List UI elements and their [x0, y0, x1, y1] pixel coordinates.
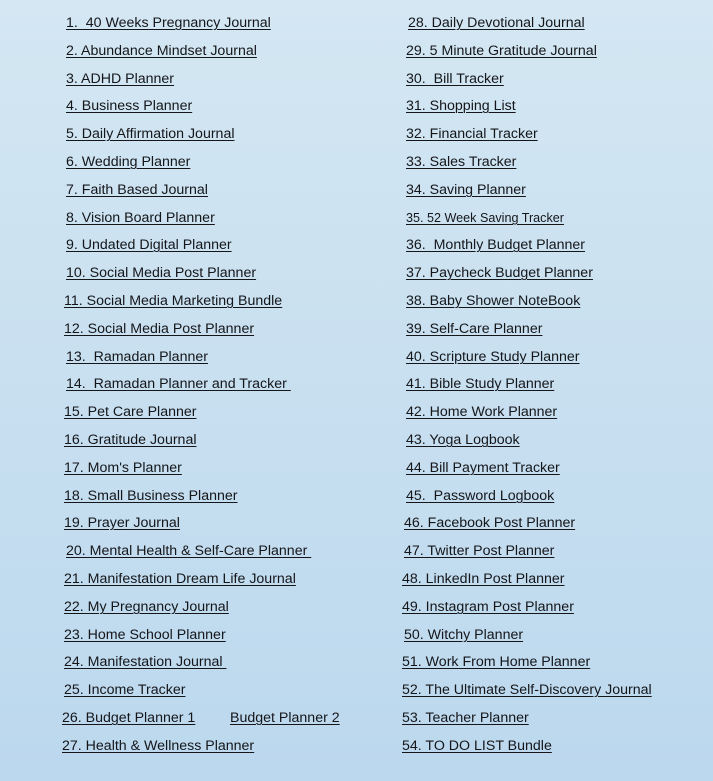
planner-link-11[interactable]: 11. Social Media Marketing Bundle	[64, 293, 283, 309]
planner-link-5[interactable]: 5. Daily Affirmation Journal	[66, 126, 235, 142]
planner-link-21[interactable]: 48. LinkedIn Post Planner	[402, 571, 565, 587]
planner-link-21[interactable]: 21. Manifestation Dream Life Journal	[64, 571, 296, 587]
planner-link-2[interactable]: 2. Abundance Mindset Journal	[66, 43, 257, 59]
planner-link-25[interactable]: 25. Income Tracker	[64, 682, 186, 698]
planner-link-24[interactable]: 51. Work From Home Planner	[402, 654, 591, 670]
planner-link-22[interactable]: 22. My Pregnancy Journal	[64, 599, 229, 615]
planner-link-budget-planner-2[interactable]: Budget Planner 2	[230, 710, 340, 726]
planner-link-12[interactable]: 12. Social Media Post Planner	[64, 321, 255, 337]
planner-link-14[interactable]: 41. Bible Study Planner	[406, 376, 555, 392]
planner-link-18[interactable]: 45. Password Logbook	[406, 488, 555, 504]
planner-link-17[interactable]: 17. Mom's Planner	[64, 460, 182, 476]
planner-link-14[interactable]: 14. Ramadan Planner and Tracker	[66, 376, 291, 392]
planner-link-3[interactable]: 30. Bill Tracker	[406, 71, 504, 87]
planner-link-10[interactable]: 37. Paycheck Budget Planner	[406, 265, 593, 281]
planner-link-8[interactable]: 8. Vision Board Planner	[66, 210, 215, 226]
planner-link-11[interactable]: 38. Baby Shower NoteBook	[406, 293, 581, 309]
planner-link-7[interactable]: 34. Saving Planner	[406, 182, 526, 198]
planner-link-26[interactable]: 26. Budget Planner 1	[62, 710, 196, 726]
planner-link-27[interactable]: 27. Health & Wellness Planner	[62, 738, 255, 754]
planner-link-19[interactable]: 46. Facebook Post Planner	[404, 515, 576, 531]
planner-link-5[interactable]: 32. Financial Tracker	[406, 126, 538, 142]
planner-link-4[interactable]: 31. Shopping List	[406, 98, 516, 114]
planner-link-9[interactable]: 36. Monthly Budget Planner	[406, 237, 586, 253]
planner-link-26[interactable]: 53. Teacher Planner	[402, 710, 529, 726]
planner-link-13[interactable]: 40. Scripture Study Planner	[406, 349, 580, 365]
planner-link-16[interactable]: 43. Yoga Logbook	[406, 432, 520, 448]
planner-link-8[interactable]: 35. 52 Week Saving Tracker	[406, 211, 564, 225]
planner-link-7[interactable]: 7. Faith Based Journal	[66, 182, 208, 198]
planner-link-1[interactable]: 1. 40 Weeks Pregnancy Journal	[66, 15, 271, 31]
planner-link-16[interactable]: 16. Gratitude Journal	[64, 432, 197, 448]
planner-link-23[interactable]: 50. Witchy Planner	[404, 627, 524, 643]
planner-link-1[interactable]: 28. Daily Devotional Journal	[408, 15, 585, 31]
planner-link-24[interactable]: 24. Manifestation Journal	[64, 654, 227, 670]
planner-link-2[interactable]: 29. 5 Minute Gratitude Journal	[406, 43, 597, 59]
planner-link-20[interactable]: 20. Mental Health & Self-Care Planner	[66, 543, 312, 559]
planner-link-6[interactable]: 6. Wedding Planner	[66, 154, 191, 170]
planner-link-18[interactable]: 18. Small Business Planner	[64, 488, 238, 504]
planner-link-6[interactable]: 33. Sales Tracker	[406, 154, 517, 170]
planner-link-10[interactable]: 10. Social Media Post Planner	[66, 265, 257, 281]
planner-link-15[interactable]: 15. Pet Care Planner	[64, 404, 197, 420]
planner-link-22[interactable]: 49. Instagram Post Planner	[402, 599, 574, 615]
planner-link-25[interactable]: 52. The Ultimate Self-Discovery Journal	[402, 682, 652, 698]
planner-link-19[interactable]: 19. Prayer Journal	[64, 515, 180, 531]
planner-link-3[interactable]: 3. ADHD Planner	[66, 71, 175, 87]
planner-link-9[interactable]: 9. Undated Digital Planner	[66, 237, 232, 253]
planner-link-23[interactable]: 23. Home School Planner	[64, 627, 226, 643]
planner-link-17[interactable]: 44. Bill Payment Tracker	[406, 460, 560, 476]
planner-link-15[interactable]: 42. Home Work Planner	[406, 404, 558, 420]
planner-link-20[interactable]: 47. Twitter Post Planner	[404, 543, 555, 559]
planner-link-27[interactable]: 54. TO DO LIST Bundle	[402, 738, 552, 754]
planner-link-4[interactable]: 4. Business Planner	[66, 98, 193, 114]
planner-link-12[interactable]: 39. Self-Care Planner	[406, 321, 543, 337]
planner-link-13[interactable]: 13. Ramadan Planner	[66, 349, 208, 365]
